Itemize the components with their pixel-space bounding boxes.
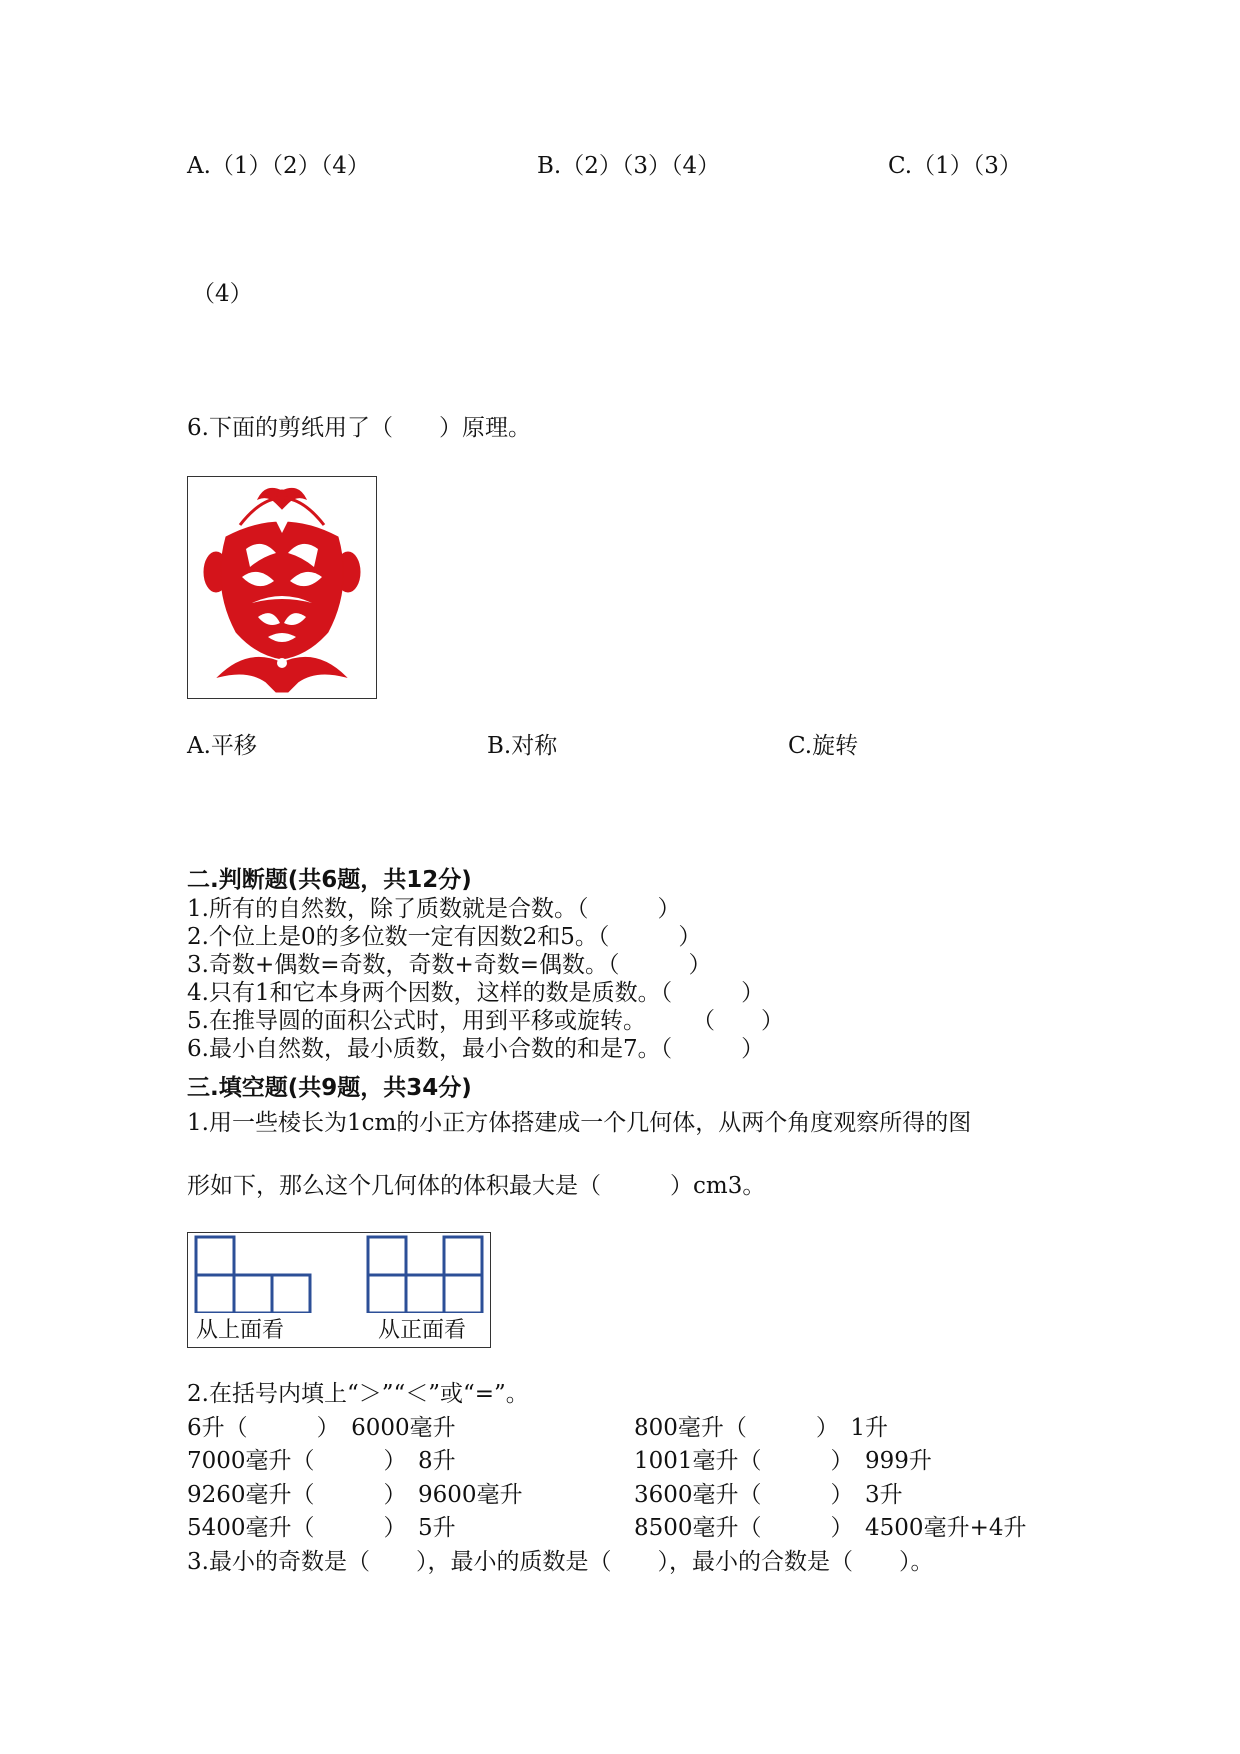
section2-item-4: 4.只有1和它本身两个因数，这样的数是质数。（ ）: [187, 980, 765, 1006]
q5-option-c-continued: （4）: [192, 281, 253, 307]
top-view-label: 从上面看: [196, 1318, 285, 1343]
section2-item-1: 1.所有的自然数，除了质数就是合数。（ ）: [187, 896, 681, 922]
section3-q1-line2: 形如下，那么这个几何体的体积最大是（ ）cm3。: [187, 1173, 766, 1199]
paper-cut-image: [187, 476, 377, 699]
q2-row2-right: 1001毫升（ ） 999升: [634, 1448, 932, 1474]
q2-row4-right: 8500毫升（ ） 4500毫升+4升: [634, 1515, 1027, 1541]
section2-title: 二.判断题(共6题，共12分): [187, 867, 472, 893]
section2-item-6: 6.最小自然数，最小质数，最小合数的和是7。（ ）: [187, 1036, 765, 1062]
q2-row1-right: 800毫升（ ） 1升: [634, 1415, 889, 1441]
section2-item-3: 3.奇数+偶数=奇数，奇数+奇数=偶数。（ ）: [187, 952, 712, 978]
q2-row3-right: 3600毫升（ ） 3升: [634, 1482, 903, 1508]
section2-item-2: 2.个位上是0的多位数一定有因数2和5。（ ）: [187, 924, 702, 950]
q6-option-b: B.对称: [487, 733, 558, 759]
section3-q3: 3.最小的奇数是（ ），最小的质数是（ ），最小的合数是（ ）。: [187, 1549, 934, 1575]
views-grid: [188, 1233, 490, 1313]
section3-title: 三.填空题(共9题，共34分): [187, 1075, 472, 1101]
views-figure: [187, 1232, 491, 1348]
q2-row1-left: 6升（ ） 6000毫升: [187, 1415, 456, 1441]
q5-option-c: C.（1）（3）: [888, 153, 1022, 179]
q6-option-c: C.旋转: [788, 733, 859, 759]
q6-question: 6.下面的剪纸用了（ ）原理。: [187, 415, 531, 441]
front-view-label: 从正面看: [378, 1318, 467, 1343]
q2-row2-left: 7000毫升（ ） 8升: [187, 1448, 456, 1474]
section2-item-5: 5.在推导圆的面积公式时，用到平移或旋转。 （ ）: [187, 1008, 784, 1034]
q5-option-a: A.（1）（2）（4）: [187, 153, 370, 179]
section3-q1-line1: 1.用一些棱长为1cm的小正方体搭建成一个几何体，从两个角度观察所得的图: [187, 1110, 972, 1136]
q2-row3-left: 9260毫升（ ） 9600毫升: [187, 1482, 523, 1508]
q6-option-a: A.平移: [187, 733, 257, 759]
q2-row4-left: 5400毫升（ ） 5升: [187, 1515, 456, 1541]
paper-cut-face-icon: [188, 477, 376, 698]
section3-q2-title: 2.在括号内填上“＞”“＜”或“=”。: [187, 1381, 529, 1407]
q5-option-b: B.（2）（3）（4）: [537, 153, 721, 179]
